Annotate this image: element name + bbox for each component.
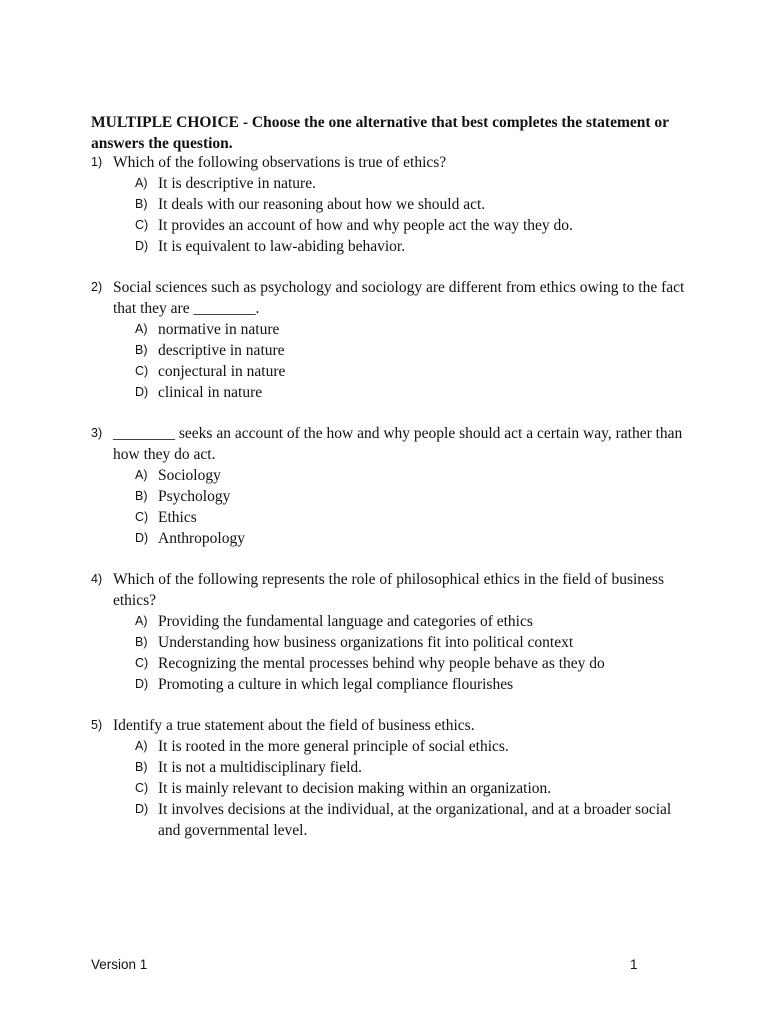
option-text: clinical in nature: [158, 384, 263, 401]
option-d: [135, 799, 691, 841]
option-b: [135, 340, 691, 361]
option-d: [135, 382, 691, 403]
option-c: [135, 507, 691, 528]
question-text: ________ seeks an account of the how and why people should act a certain way, rather than how they do act.: [113, 425, 683, 463]
option-text: It is equivalent to law-abiding behavior.: [158, 238, 406, 255]
question-number: 5): [91, 718, 103, 732]
option-text: It provides an account of how and why people act the way they do.: [158, 217, 573, 234]
option-letter: A): [135, 322, 148, 336]
option-text: Promoting a culture in which legal compliance flourishes: [158, 676, 514, 693]
option-list: [91, 611, 691, 695]
option-text: normative in nature: [158, 321, 280, 338]
question-list: [91, 152, 691, 861]
question-number: 3): [91, 426, 103, 440]
footer-version: Version 1: [91, 957, 148, 972]
option-letter: A): [135, 468, 148, 482]
footer-page-number: 1: [630, 957, 638, 972]
option-a: [135, 465, 691, 486]
option-letter: C): [135, 364, 149, 378]
option-text: conjectural in nature: [158, 363, 286, 380]
question-number: 1): [91, 155, 103, 169]
option-b: [135, 194, 691, 215]
option-a: [135, 611, 691, 632]
option-b: [135, 632, 691, 653]
option-d: [135, 528, 691, 549]
option-letter: B): [135, 489, 148, 503]
option-a: [135, 173, 691, 194]
option-text: It is mainly relevant to decision making within an organization.: [158, 780, 552, 797]
option-d: [135, 236, 691, 257]
option-list: [91, 465, 691, 549]
option-letter: C): [135, 656, 149, 670]
option-list: [91, 736, 691, 841]
question-text: Social sciences such as psychology and sociology are different from ethics owing to the fact that they are ________.: [113, 279, 685, 317]
option-text: Psychology: [158, 488, 231, 505]
question-2: [91, 277, 691, 403]
option-text: Recognizing the mental processes behind why people behave as they do: [158, 655, 605, 672]
option-c: [135, 778, 691, 799]
option-letter: D): [135, 677, 149, 691]
option-letter: A): [135, 739, 148, 753]
option-a: [135, 319, 691, 340]
option-text: descriptive in nature: [158, 342, 285, 359]
option-d: [135, 674, 691, 695]
question-3: [91, 423, 691, 549]
option-letter: B): [135, 197, 148, 211]
section-instructions: MULTIPLE CHOICE - Choose the one alternative that best completes the statement or answers the question.: [91, 114, 669, 152]
question-5: [91, 715, 691, 841]
question-1: [91, 152, 691, 257]
option-text: Understanding how business organizations fit into political context: [158, 634, 574, 651]
question-text: Identify a true statement about the field of business ethics.: [113, 717, 475, 734]
option-text: Providing the fundamental language and categories of ethics: [158, 613, 533, 630]
option-text: Sociology: [158, 467, 221, 484]
option-list: [91, 319, 691, 403]
option-c: [135, 361, 691, 382]
option-text: It is not a multidisciplinary field.: [158, 759, 363, 776]
option-text: Anthropology: [158, 530, 245, 547]
option-list: [91, 173, 691, 257]
option-text: It is rooted in the more general principle of social ethics.: [158, 738, 509, 755]
option-letter: C): [135, 781, 149, 795]
question-text: Which of the following observations is true of ethics?: [113, 154, 447, 171]
option-text: It involves decisions at the individual, at the organizational, and at a broader social and governmental level.: [158, 801, 672, 839]
option-letter: B): [135, 343, 148, 357]
option-text: It is descriptive in nature.: [158, 175, 316, 192]
option-c: [135, 653, 691, 674]
question-number: 2): [91, 280, 103, 294]
option-text: Ethics: [158, 509, 197, 526]
option-letter: D): [135, 385, 149, 399]
option-letter: C): [135, 218, 149, 232]
option-letter: D): [135, 531, 149, 545]
option-a: [135, 736, 691, 757]
option-b: [135, 757, 691, 778]
option-letter: D): [135, 802, 149, 816]
option-c: [135, 215, 691, 236]
option-letter: C): [135, 510, 149, 524]
question-4: [91, 569, 691, 695]
option-text: It deals with our reasoning about how we should act.: [158, 196, 486, 213]
option-letter: B): [135, 760, 148, 774]
option-letter: B): [135, 635, 148, 649]
option-b: [135, 486, 691, 507]
question-text: Which of the following represents the role of philosophical ethics in the field of business ethics?: [113, 571, 664, 609]
option-letter: D): [135, 239, 149, 253]
option-letter: A): [135, 614, 148, 628]
option-letter: A): [135, 176, 148, 190]
question-number: 4): [91, 572, 103, 586]
